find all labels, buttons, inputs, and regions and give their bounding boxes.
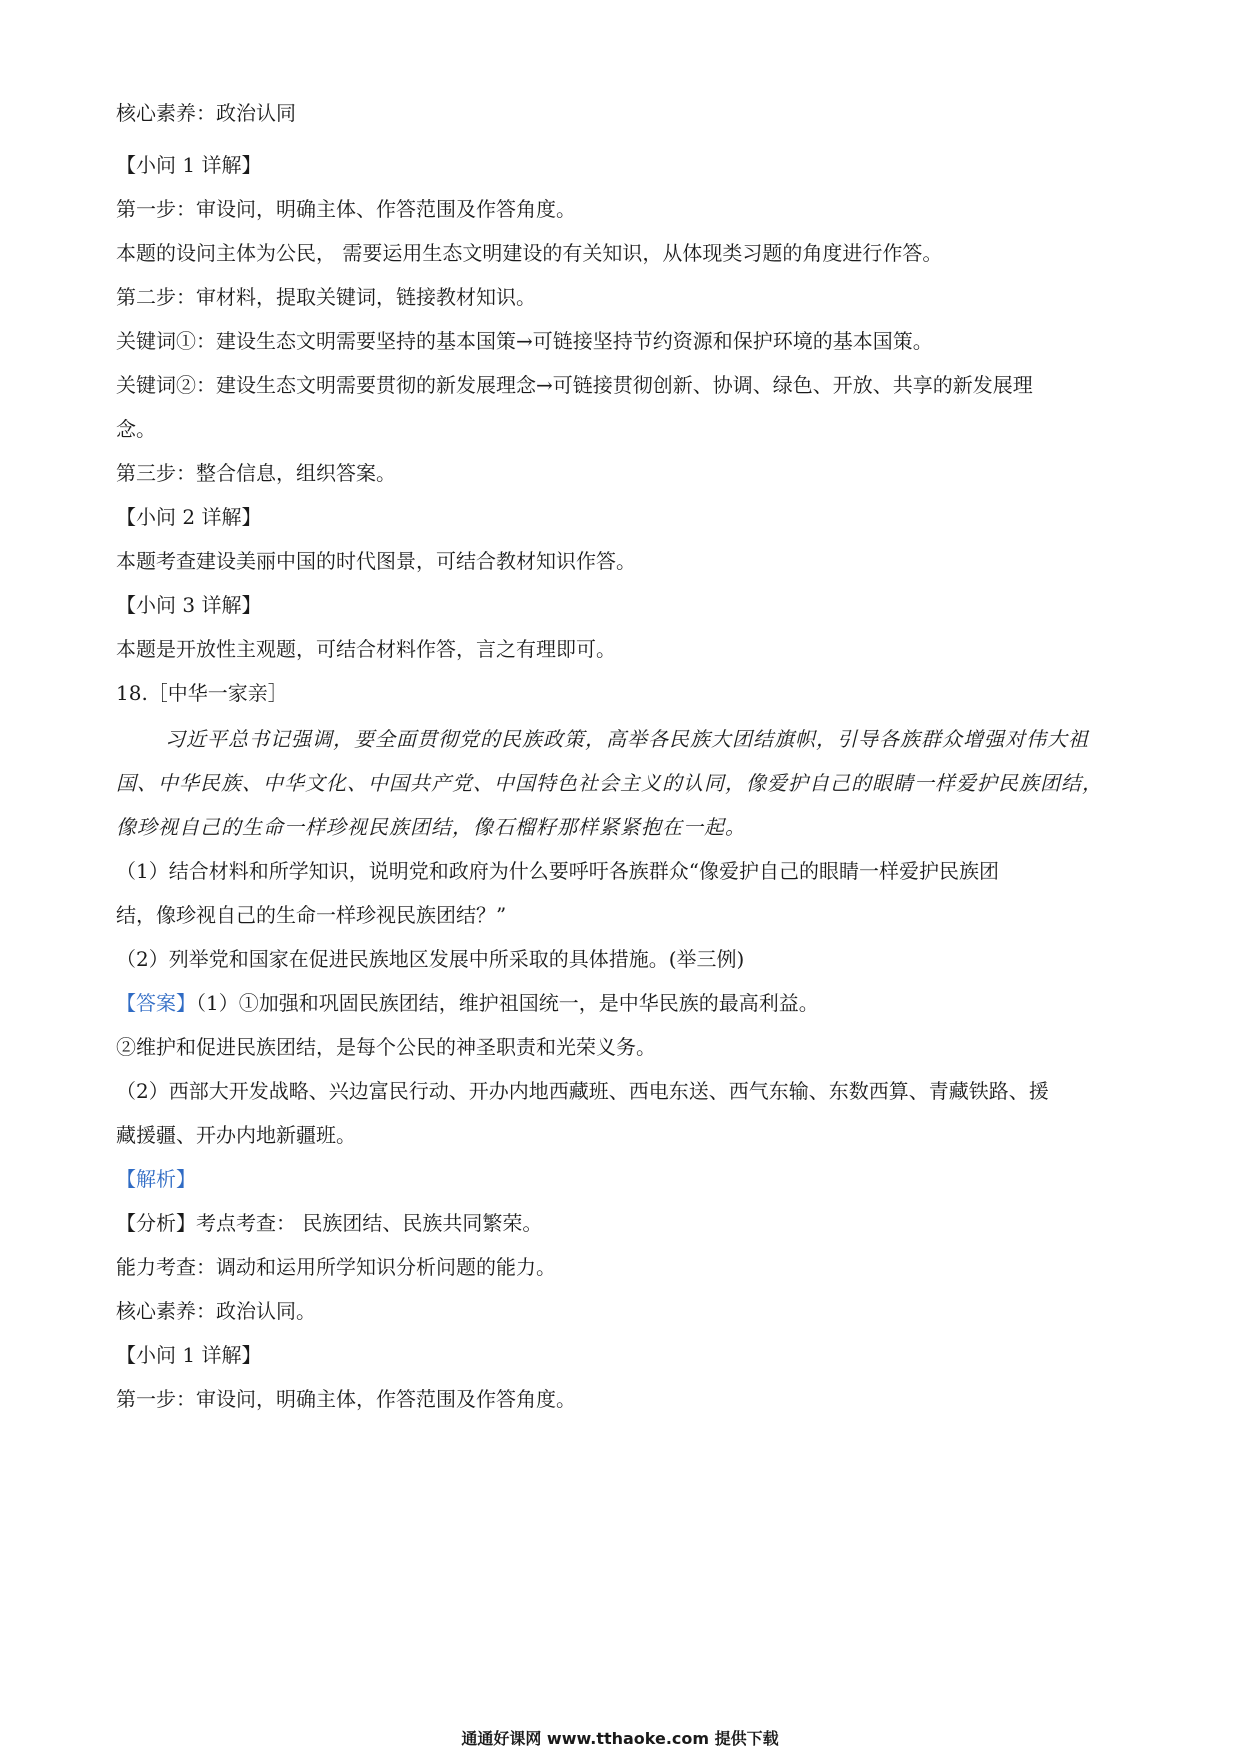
- answer-2-continued: 藏援疆、开办内地新疆班。: [116, 1123, 356, 1147]
- material-line-2: 国、中华民族、中华文化、中国共产党、中国特色社会主义的认同，像爱护自己的眼睛一样爱护民族团结，: [116, 771, 1103, 795]
- keyword-1-line: 关键词①：建设生态文明需要坚持的基本国策→可链接坚持节约资源和保护环境的基本国策。: [116, 329, 933, 353]
- question-1-continued: 结，像珍视自己的生命一样珍视民族团结？”: [116, 903, 507, 927]
- sub-question-2-text: 本题考查建设美丽中国的时代图景，可结合教材知识作答。: [116, 549, 636, 573]
- question-1-line: （1）结合材料和所学知识，说明党和政府为什么要呼吁各族群众“像爱护自己的眼睛一样爱护民族团: [116, 859, 999, 883]
- sub-question-1-heading: 【小问 1 详解】: [116, 153, 262, 177]
- sub-question-1-heading-2: 【小问 1 详解】: [116, 1343, 262, 1367]
- step-one-line-2: 第一步：审设问，明确主体，作答范围及作答角度。: [116, 1387, 576, 1411]
- answer-1-point-2: ②维护和促进民族团结，是每个公民的神圣职责和光荣义务。: [116, 1035, 656, 1059]
- core-literacy-line: 核心素养：政治认同: [116, 101, 296, 125]
- answer-1-text: （1）①加强和巩固民族团结，维护祖国统一，是中华民族的最高利益。: [196, 991, 819, 1015]
- sub-question-2-heading: 【小问 2 详解】: [116, 505, 262, 529]
- ability-line: 能力考查：调动和运用所学知识分析问题的能力。: [116, 1255, 556, 1279]
- analysis-points-line: 【分析】考点考查： 民族团结、民族共同繁荣。: [116, 1211, 543, 1235]
- core-literacy-line-2: 核心素养：政治认同。: [116, 1299, 316, 1323]
- footer-watermark: 通通好课网 www.tthaoke.com 提供下载: [461, 1729, 779, 1748]
- step-three-line: 第三步：整合信息，组织答案。: [116, 461, 396, 485]
- material-line-1: 习近平总书记强调，要全面贯彻党的民族政策，高举各民族大团结旗帜，引导各族群众增强对伟大祖: [165, 727, 1089, 751]
- question-18-title: 18.［中华一家亲］: [116, 681, 288, 705]
- analysis-label: 【解析】: [116, 1167, 196, 1191]
- material-line-3: 像珍视自己的生命一样珍视民族团结，像石榴籽那样紧紧抱在一起。: [116, 815, 746, 839]
- step-two-line: 第二步：审材料，提取关键词，链接教材知识。: [116, 285, 536, 309]
- answer-1-line: [116, 988, 1136, 1018]
- sub-question-3-heading: 【小问 3 详解】: [116, 593, 262, 617]
- question-2-line: （2）列举党和国家在促进民族地区发展中所采取的具体措施。(举三例): [116, 947, 745, 971]
- keyword-2-line: 关键词②：建设生态文明需要贯彻的新发展理念→可链接贯彻创新、协调、绿色、开放、共享的新发展理: [116, 373, 1033, 397]
- sub-question-3-text: 本题是开放性主观题，可结合材料作答，言之有理即可。: [116, 637, 616, 661]
- answer-label: 【答案】: [116, 991, 196, 1015]
- question-subject-line: 本题的设问主体为公民， 需要运用生态文明建设的有关知识，从体现类习题的角度进行作答。: [116, 241, 943, 265]
- keyword-2-continued: 念。: [116, 417, 156, 441]
- step-one-line: 第一步：审设问，明确主体、作答范围及作答角度。: [116, 197, 576, 221]
- answer-2-line: （2）西部大开发战略、兴边富民行动、开办内地西藏班、西电东送、西气东输、东数西算、青藏铁路、援: [116, 1079, 1049, 1103]
